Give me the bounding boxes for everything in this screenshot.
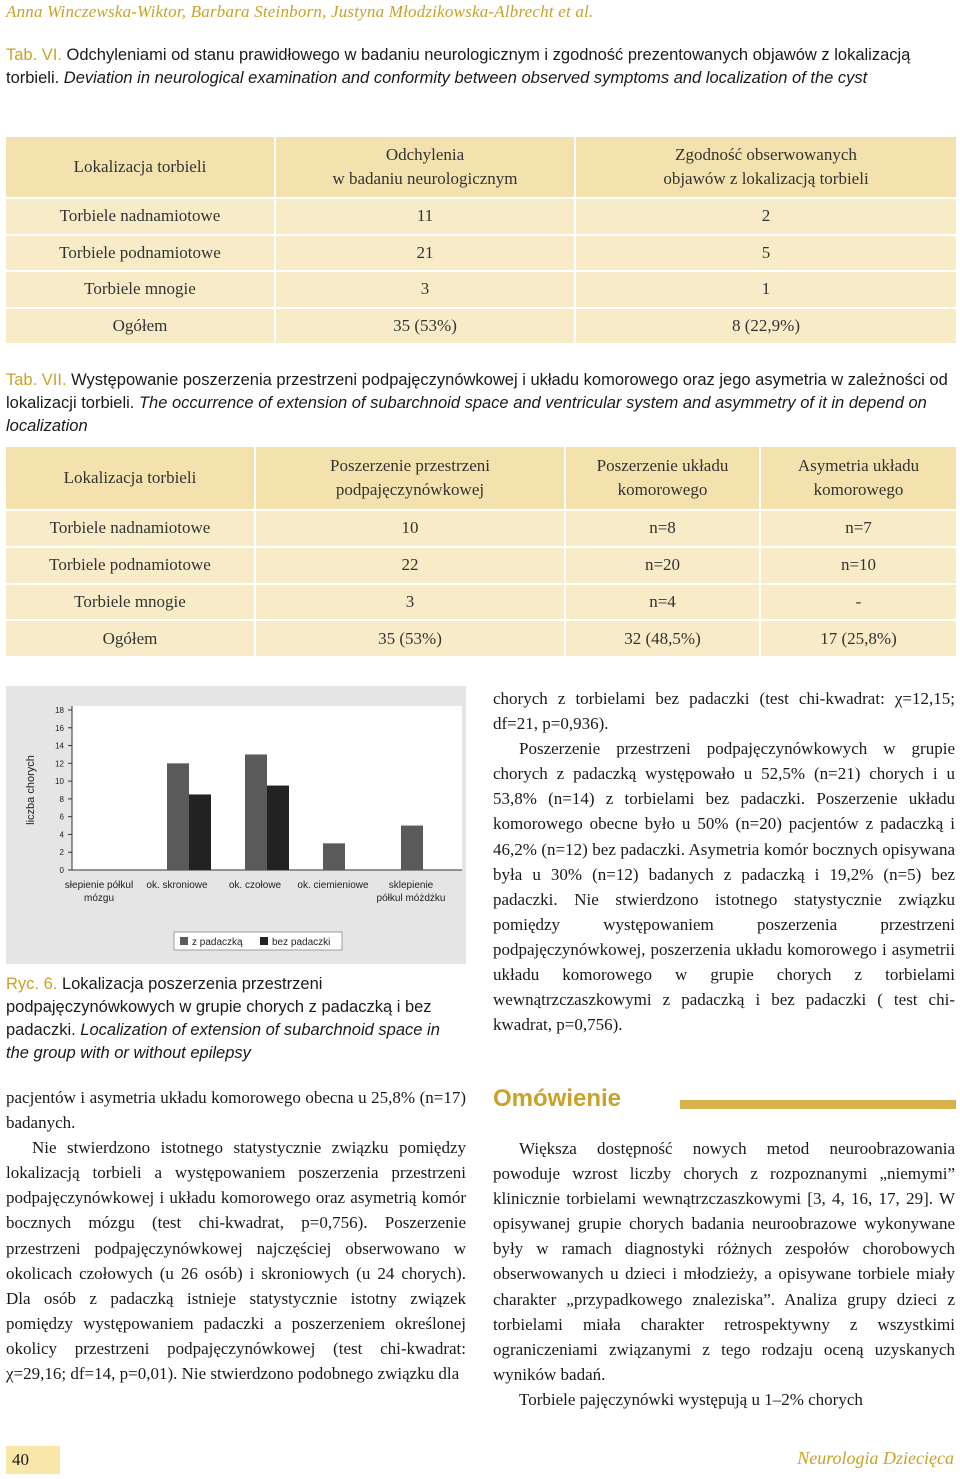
bar-z-padaczką-4 (401, 826, 423, 870)
figure-6-label: Ryc. 6. (6, 975, 58, 993)
right-paragraph-2: Poszerzenie przestrzeni podpajęczynówkowych w grupie chorych z padaczką występowało u 52,5% (n=21) chorych i u 53,8% (n=14) z torbielami bez padaczki. Poszerzenie układu komorowego obecne było u 50% (n=20) pacjentów z padaczką i 46,2% (n=12) bez padaczki. Asymetria komór bocznych opisywana była u 30% (n=12) badanych z padaczką i 19,2% (n=5) bez padaczki. Nie stwierdzono istotnego statystycznie związku pomiędzy występowaniem poszerzenia przestrzeni podpajęczynówkowej, poszerzenia układu komorowego i asymetrii układu komorowego w grupie chorych z torbielami wewnątrzczaszkowymi z padaczką i bez padaczki ( test chi-kwadrat, p=0,756). (493, 739, 955, 1035)
tab6-cell-2-1: 3 (276, 272, 576, 307)
table-7-label: Tab. VII. (6, 371, 67, 389)
figure-6 (6, 686, 466, 964)
tab7-header-0: Lokalizacja torbieli (6, 447, 256, 509)
tab7-cell-1-0: Torbiele podnamiotowe (6, 548, 256, 583)
journal-name: Neurologia Dziecięca (797, 1448, 954, 1468)
tab7-cell-3-1: 35 (53%) (256, 621, 566, 656)
tab6-cell-3-0: Ogółem (6, 309, 276, 344)
tab6-cell-0-0: Torbiele nadnamiotowe (6, 199, 276, 234)
legend-swatch (260, 937, 268, 945)
table-row (6, 309, 956, 344)
x-tick-label: ok. czołowe (228, 880, 282, 891)
y-tick-label: 18 (55, 706, 64, 715)
tab6-cell-0-2: 2 (576, 199, 956, 234)
table-row (6, 199, 956, 234)
y-tick-label: 2 (59, 848, 64, 858)
tab7-header-3: Asymetria układu komorowego (761, 447, 956, 509)
x-tick-label: półkul móżdżku (376, 893, 446, 904)
y-tick-label: 14 (55, 741, 64, 751)
tab7-cell-3-2: 32 (48,5%) (566, 621, 761, 656)
tab7-cell-0-3: n=7 (761, 511, 956, 546)
tab6-cell-1-1: 21 (276, 236, 576, 271)
x-tick-label: sklepienie (388, 880, 434, 891)
tab6-cell-1-0: Torbiele podnamiotowe (6, 236, 276, 271)
tab6-cell-2-0: Torbiele mnogie (6, 272, 276, 307)
bar-z-padaczką-1 (167, 763, 189, 870)
table-row (6, 585, 956, 620)
section-rule (680, 1100, 956, 1109)
right-paragraph-1: chorych z torbielami bez padaczki (test chi-kwadrat: χ=12,15; df=21, p=0,936). (493, 689, 955, 734)
x-tick-label: ok. skroniowe (146, 880, 208, 891)
table-7-title-en: The occurrence of extension of subarchnoid space and ventricular system and asymmetry of it in depend on localization (6, 394, 927, 435)
tab6-cell-3-2: 8 (22,9%) (576, 309, 956, 344)
table-row (6, 621, 956, 656)
x-tick-label: słepienie półkul (64, 880, 134, 891)
x-tick-label: ok. ciemieniowe (297, 880, 369, 891)
legend-label: z padaczką (192, 937, 243, 948)
tab6-cell-2-2: 1 (576, 272, 956, 307)
right-column-text-top (493, 686, 955, 1037)
page-number: 40 (6, 1446, 60, 1474)
figure-6-caption-en: Localization of extension of subarchnoid space in the group with or without epilepsy (6, 1021, 440, 1062)
right-column-text-bottom (493, 1136, 955, 1412)
table-7 (6, 445, 956, 658)
running-head: Anna Winczewska-Wiktor, Barbara Steinborn, Justyna Młodzikowska-Albrecht et al. (6, 2, 594, 21)
tab6-header-1: Odchylenia w badaniu neurologicznym (276, 137, 576, 197)
left-column-text (6, 1085, 466, 1386)
tab6-cell-3-1: 35 (53%) (276, 309, 576, 344)
tab7-header-2: Poszerzenie układu komorowego (566, 447, 761, 509)
table-row (6, 511, 956, 546)
tab7-header-1: Poszerzenie przestrzeni podpajęczynówkowej (256, 447, 566, 509)
tab6-header-2: Zgodność obserwowanych objawów z lokalizacją torbieli (576, 137, 956, 197)
table-7-caption (6, 369, 956, 438)
y-axis-label: liczba chorych (25, 755, 37, 825)
tab6-cell-1-2: 5 (576, 236, 956, 271)
bar-bez-padaczki-2 (267, 786, 289, 870)
y-tick-label: 0 (59, 866, 64, 875)
table-6-title-en: Deviation in neurological examination and conformity between observed symptoms and localization of the cyst (59, 69, 868, 87)
bar-z-padaczką-2 (245, 754, 267, 870)
tab6-cell-0-1: 11 (276, 199, 576, 234)
figure-6-caption-pl: Lokalizacja poszerzenia przestrzeni podpajęczynówkowych w grupie chorych z padaczką i bez padaczki. (6, 975, 432, 1039)
table-row (6, 236, 956, 271)
discussion-paragraph-2: Torbiele pajęczynówki występują u 1–2% chorych (519, 1389, 863, 1409)
tab7-cell-1-3: n=10 (761, 548, 956, 583)
tab7-cell-2-2: n=4 (566, 585, 761, 620)
tab7-cell-3-0: Ogółem (6, 621, 256, 656)
tab6-header-0: Lokalizacja torbieli (6, 137, 276, 197)
y-tick-label: 12 (55, 759, 64, 769)
tab7-cell-2-1: 3 (256, 585, 566, 620)
figure-6-caption (6, 973, 466, 1065)
x-tick-label: mózgu (83, 893, 115, 904)
tab7-cell-1-2: n=20 (566, 548, 761, 583)
tab7-cell-2-3: - (761, 585, 956, 620)
tab7-cell-2-0: Torbiele mnogie (6, 585, 256, 620)
table-6-label: Tab. VI. (6, 46, 62, 64)
y-tick-label: 6 (59, 812, 64, 822)
y-tick-label: 16 (55, 723, 64, 733)
table-6-title-pl: Odchyleniami od stanu prawidłowego w badaniu neurologicznym i zgodność prezentowanych objawów z lokalizacją torbieli. (6, 46, 911, 87)
y-tick-label: 10 (55, 777, 64, 787)
table-6-caption (6, 44, 956, 90)
tab7-cell-0-0: Torbiele nadnamiotowe (6, 511, 256, 546)
tab7-cell-0-1: 10 (256, 511, 566, 546)
bar-chart (6, 686, 466, 964)
table-row (6, 272, 956, 307)
bar-z-padaczką-3 (323, 843, 345, 870)
y-tick-label: 8 (59, 794, 64, 804)
tab7-cell-0-2: n=8 (566, 511, 761, 546)
section-heading: Omówienie (493, 1085, 622, 1112)
y-tick-label: 4 (59, 830, 64, 840)
bar-bez-padaczki-1 (189, 794, 211, 870)
discussion-paragraph-1: Większa dostępność nowych metod neuroobrazowania powoduje wzrost liczby chorych z rozpoznanymi „niemymi” klinicznie torbielami wewnątrzczaszkowymi [3, 4, 16, 17, 29]. W opisywanej grupie chorych badania neuroobrazowe wykonywane były w ramach diagnostyki różnych zespołów chorobowych obserwowanych u dzieci i młodzieży, a opisywane torbiele miały charakter „przypadkowego znaleziska”. Analiza grupy dzieci z torbielami miała charakter retrospektywny z wszystkimi ograniczeniami związanymi z tego rodzaju oceną uzyskanych wyników badań. (493, 1139, 955, 1384)
left-paragraph-2: Nie stwierdzono istotnego statystycznie związku pomiędzy lokalizacją torbieli a występowaniem poszerzenia przestrzeni podpajęczynówkowej i układu komorowego oraz asymetrią komór bocznych mózgu (test chi-kwadrat, p=0,756). Poszerzenie przestrzeni podpajęczynówkowej najczęściej obserwowano w okolicach czołowych (u 26 osób) i skroniowych (u 24 chorych). Dla osób z padaczką istnieje statystycznie istotny związek pomiędzy występowaniem padaczki a poszerzeniem określonej okolicy przestrzeni podpajęczynówkowej (test chi-kwadrat: χ=29,16; df=14, p=0,01). Nie stwierdzono podobnego związku dla (6, 1138, 466, 1384)
table-6 (6, 135, 956, 345)
tab7-cell-3-3: 17 (25,8%) (761, 621, 956, 656)
tab7-cell-1-1: 22 (256, 548, 566, 583)
left-paragraph-1: pacjentów i asymetria układu komorowego obecna u 25,8% (n=17) badanych. (6, 1088, 466, 1133)
table-7-title-pl: Występowanie poszerzenia przestrzeni podpajęczynówkowej i układu komorowego oraz jego asymetria w zależności od lokalizacji torbieli. (6, 371, 948, 412)
legend-swatch (180, 937, 188, 945)
legend-label: bez padaczki (272, 937, 331, 948)
table-row (6, 548, 956, 583)
